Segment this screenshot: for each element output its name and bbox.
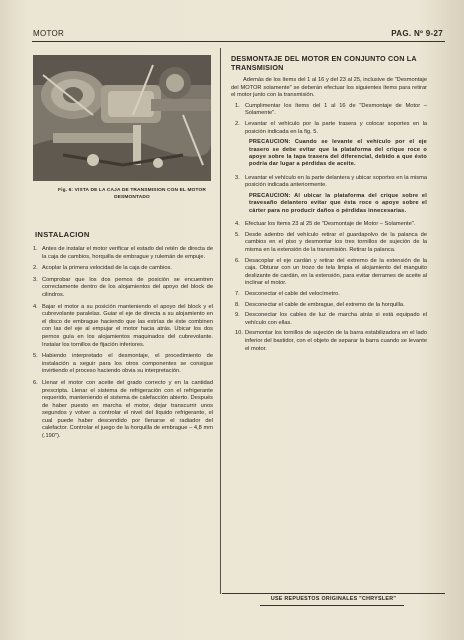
footer-note: USE REPUESTOS ORIGINALES "CHRYSLER" — [270, 596, 397, 602]
footer-rule — [222, 593, 445, 594]
figure-caption: Fig. 6: VISTA DE LA CAJA DE TRANSMISION CON EL MOTOR DESMONTADO — [58, 188, 206, 200]
installation-step: 5. Habiendo interpretado el desmontaje, el procedimiento de instalación a seguir para los otros componentes se consigue invirtiendo el proceso haciendo obvia su interpretación. — [33, 353, 213, 375]
header-rule — [32, 41, 445, 42]
installation-step: 1. Antes de instalar el motor verificar el estado del retén de directa de la caja de cambios, horquilla de embrague y rulemán de empuje. — [33, 246, 213, 260]
column-divider — [220, 48, 221, 594]
removal-step: 10. Desmontar los tornillos de sujeción de la barra estabilizadora en el lado inferior del bastidor, con el objeto de separar la barra cuando se levante el motor. — [235, 330, 427, 352]
removal-section — [231, 54, 427, 356]
installation-title: INSTALACION — [35, 230, 90, 239]
removal-step: 6. Desacoplar el eje cardán y retirar del extremo de la extensión de la caja. Obturar con un trozo de tela limpia el alojamiento del manguito deslizante de cardán, en la extensión, para evitar derrames de aceite al inclinar el motor. — [235, 257, 427, 287]
removal-step: 8. Desconectar el cable de embrague, del extremo de la horquilla. — [235, 301, 405, 308]
removal-step: 3. Levantar el vehículo en la parte delantera y ubicar soportes en la misma posición indicada anteriormente. — [235, 174, 427, 189]
section-header: MOTOR — [33, 29, 65, 38]
installation-step: 6. Llenar el motor con aceite del grado correcto y en la cantidad prescripta. Llenar el sistema de refrigeración con el refrigerante requerido, manteniendo el sistema de calefacción abierto. Después de haber puesto en marcha el motor, dejar transcurrir unos segundos y volver a controlar el nivel del líquido refrigerante, el cual puede haber descendido por llenarse el radiador del calefactor. Controlar el juego de la horquilla de embrague – 4,8 mm (.190"). — [33, 379, 213, 440]
transmission-photo — [33, 55, 211, 181]
caution-text: Cuando se levante el vehículo por el eje trasero se debe evitar que la plataforma del crique roce o apoye sobre la tapa trasera del diferencial, debido a que ésto podría dar lugar a pérdidas de aceite. — [249, 139, 427, 168]
installation-step: 4. Bajar el motor a su posición manteniendo el apoyo del block y el cubrevolante paralelas. Guiar el eje de directa a su alojamiento en el disco de embrague haciendo que las estrías de éste combinen con las del eje al empujar el motor hacia atrás. Ubicar los dos pernos guía en los alojamientos maquinados del cubrevolante. Instalar los tornillos de fijación inferiores. — [33, 303, 213, 348]
caution-label: PRECAUCION: — [249, 139, 291, 146]
engine-bay-photo-illustration — [33, 55, 211, 181]
removal-intro: Además de los ítems del 1 al 16 y del 23 al 25, inclusive de "Desmontaje del MOTOR solamente" se deberán efectuar los siguientes ítems para retirar el motor junto con la transmisión. — [231, 77, 427, 99]
installation-step: 3. Comprobar que los dos pernos de posición se encuentren correctamente dentro de los alojamientos del apoyo del block de cilindros. — [33, 276, 213, 298]
caution-note — [231, 193, 427, 215]
removal-step: 1. Cumplimentar los ítems del 1 al 16 de "Desmontaje de Motor – Solamente". — [235, 102, 427, 117]
caution-text: Al ubicar la plataforma del crique sobre el travesaño delantero evitar que ésta roce o apoye sobre el cárter para no producir daños o pérdidas innecesarias. — [249, 192, 427, 214]
removal-step: 2. Levantar el vehículo por la parte trasera y colocar soportes en la posición indicada en la fig. 5. — [235, 120, 427, 135]
page-number: PAG. Nº 9-27 — [391, 29, 443, 38]
installation-section — [33, 230, 213, 445]
footer-underline — [260, 605, 404, 606]
removal-step: 4. Efectuar los ítems 23 al 25 de "Desmontaje de Motor – Solamente". — [235, 221, 416, 228]
removal-step: 7. Desconectar el cable del velocímetro. — [235, 290, 340, 297]
caution-label: PRECAUCION: — [249, 192, 291, 199]
installation-step: 2. Acoplar la primera velocidad de la caja de cambios. — [33, 265, 172, 272]
caution-note — [231, 139, 427, 169]
removal-step: 9. Desconectar los cables de luz de marcha atrás si está equipado el vehículo con ellas. — [235, 312, 427, 326]
removal-title: DESMONTAJE DEL MOTOR EN CONJUNTO CON LA TRANSMISION — [231, 54, 417, 72]
removal-step: 5. Desde adentro del vehículo retirar el guardapolvo de la palanca de cambios en el piso y desmontar los tres tornillos de sujeción de la misma en la extensión de la transmisión. Retirar la palanca. — [235, 231, 427, 253]
